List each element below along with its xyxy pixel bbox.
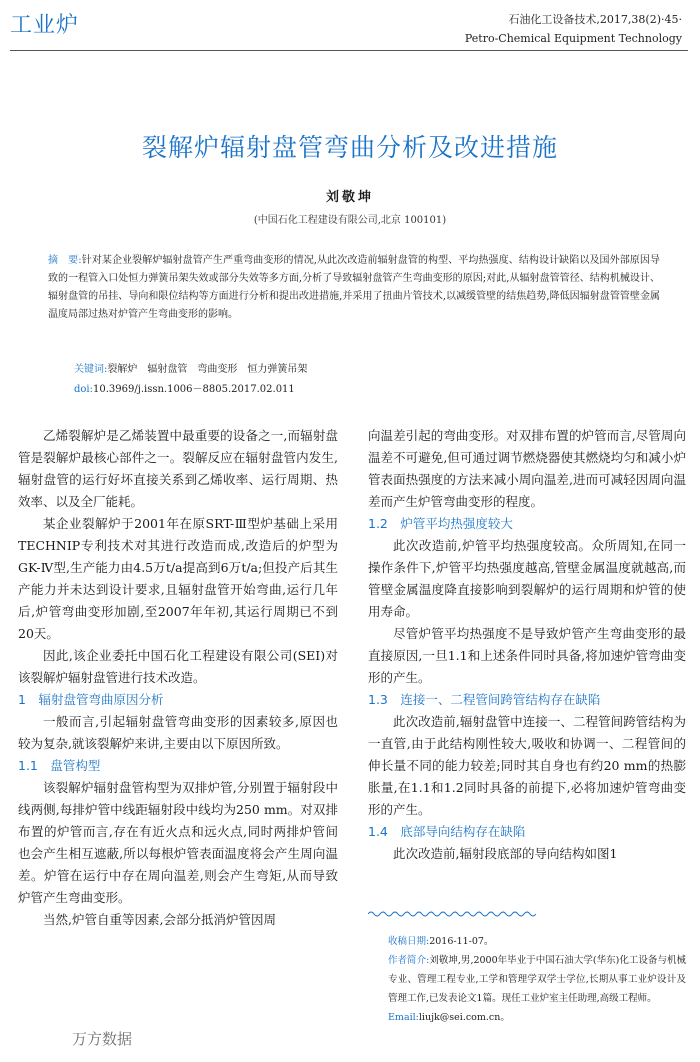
doi-value: 10.3969/j.issn.1006－8805.2017.02.011 [93,384,295,395]
subsection-heading: 1.4 底部导向结构存在缺陷 [368,824,526,839]
keywords-label: 关键词: [74,364,108,375]
paragraph: 某企业裂解炉于2001年在原SRT-Ⅲ型炉基础上采用TECHNIP专利技术对其进行改造而成,改造后的炉型为GK-Ⅳ型,生产能力由4.5万t/a提高到6万t/a;但投产后其生产能力并未达到设计要求,且辐射盘管开始弯曲,运行几年后,炉管弯曲变形加剧,至2007年年初,其运行周期已不到20天。 [18,516,338,641]
paragraph: 此次改造前,炉管平均热强度较高。众所周知,在同一操作条件下,炉管平均热强度越高,管壁金属温度就越高,而管壁金属温度降直接影响到裂解炉的运行周期和炉管的使用寿命。 [368,538,686,619]
paragraph: 乙烯裂解炉是乙烯装置中最重要的设备之一,而辐射盘管是裂解炉最核心部件之一。裂解反应在辐射盘管内发生,辐射盘管的运行好坏直接关系到乙烯收率、运行周期、热效率、以及全厂能耗。 [18,428,338,509]
received-date: 2016-11-07。 [429,936,494,947]
keywords [74,360,307,375]
paragraph: 当然,炉管自重等因素,会部分抵消炉管因周 [43,912,276,927]
email-label: Email: [388,1012,419,1023]
journal-english-name: Petro-Chemical Equipment Technology [464,32,682,45]
paragraph: 该裂解炉辐射盘管构型为双排炉管,分别置于辐射段中线两侧,每排炉管中线距辐射段中线均为250 mm。对双排布置的炉管而言,存在有近火点和远火点,同时两排炉管间也会产生相互遮蔽,所以每根炉管表面温度将会产生周向温差。炉管在运行中存在周向温差,则会产生弯矩,从而导致炉管产生弯曲变形。 [18,780,338,905]
paragraph: 尽管炉管平均热强度不是导致炉管产生弯曲变形的最直接原因,一旦1.1和上述条件同时具备,将加速炉管弯曲变形的产生。 [368,626,686,685]
footnote-separator [368,910,536,918]
section-label: 工业炉 [10,13,80,38]
paragraph: 此次改造前,辐射盘管中连接一、二程管间跨管结构为一直管,由于此结构刚性较大,吸收和协调一、二程管间的伸长量不同的能力较差;同时其自身也有约20 mm的热膨胀量,在1.1和1.2同时具备的前提下,必将加速炉管弯曲变形的产生。 [368,714,686,817]
author-name: 刘敬坤 [325,190,374,205]
abstract-label: 摘 要: [48,255,82,266]
subsection-heading: 1.2 炉管平均热强度较大 [368,516,513,531]
header-divider [10,50,688,51]
abstract [48,252,660,324]
paragraph: 此次改造前,辐射段底部的导向结构如图1 [393,846,618,861]
paragraph: 向温差引起的弯曲变形。对双排布置的炉管而言,尽管周向温差不可避免,但可通过调节燃烧器使其燃烧均匀和减小炉管表面热强度的方法来减小周向温差,进而可减轻因周向温差而产生炉管弯曲变形的程度。 [368,428,686,509]
received-label: 收稿日期: [388,936,430,947]
paragraph: 一般而言,引起辐射盘管弯曲变形的因素较多,原因也较为复杂,就该裂解炉来讲,主要由以下原因所致。 [18,714,338,751]
subsection-heading: 1.3 连接一、二程管间跨管结构存在缺陷 [368,692,601,707]
author-footnote [388,932,686,1027]
doi [74,380,295,395]
journal-citation: 石油化工设备技术,2017,38(2)·45· [508,13,682,26]
doi-label: doi: [74,384,93,395]
body-left-column [18,425,338,931]
body-right-column [368,425,686,865]
bio-label: 作者简介: [388,955,430,966]
paragraph: 因此,该企业委托中国石化工程建设有限公司(SEI)对该裂解炉辐射盘管进行技术改造。 [18,648,338,685]
abstract-text: 针对某企业裂解炉辐射盘管产生严重弯曲变形的情况,从此次改造前辐射盘管的构型、平均热强度、结构设计缺陷以及国外部原因导致的一程管入口处恒力弹簧吊架失效或部分失效等多方面,分析了导致辐射盘管产生弯曲变形的原因;对此,从辐射盘管管径、结构机械设计、辐射盘管的吊挂、导向和限位结构等方面进行分析和提出改进措施,并采用了扭曲片管技术,以减缓管壁的结焦趋势,降低因辐射盘管管壁金属温度局部过热对炉管产生弯曲变形的影响。 [48,255,660,320]
subsection-heading: 1.1 盘管构型 [18,758,101,773]
author-bio: 刘敬坤,男,2000年毕业于中国石油大学(华东)化工设备与机械专业、管理工程专业,工学和管理学双学士学位,长期从事工业炉设计及管理工作,已发表论文1篇。现任工业炉室主任助理,高级工程师。 [388,955,686,1004]
keywords-text: 裂解炉 辐射盘管 弯曲变形 恒力弹簧吊架 [107,364,308,375]
author-email[interactable]: liujk@sei.com.cn。 [418,1012,510,1023]
article-title: 裂解炉辐射盘管弯曲分析及改进措施 [141,133,558,162]
section-heading: 1 辐射盘管弯曲原因分析 [18,692,164,707]
author-affiliation: (中国石化工程建设有限公司,北京 100101) [253,215,447,226]
watermark: 万方数据 [72,1030,133,1048]
